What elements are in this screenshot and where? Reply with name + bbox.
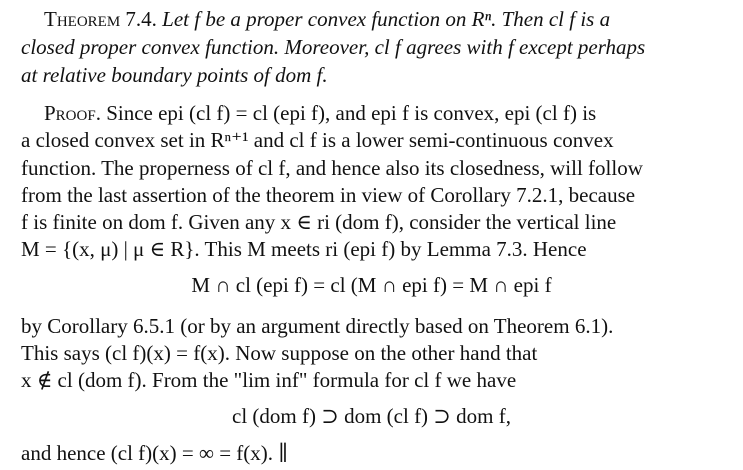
proof-line-8: This says (cl f)(x) = f(x). Now suppose on the other hand that	[21, 341, 538, 365]
display-equation-1: M ∩ cl (epi f) = cl (M ∩ epi f) = M ∩ epi f	[191, 273, 552, 297]
proof-line-6: M = {(x, μ) | μ ∈ R}. This M meets ri (epi f) by Lemma 7.3. Hence	[21, 237, 587, 261]
theorem-line-2: closed proper convex function. Moreover, cl f agrees with f except perhaps	[21, 35, 646, 59]
theorem-line-1	[44, 6, 610, 32]
proof-line-5: f is finite on dom f. Given any x ∈ ri (dom f), consider the vertical line	[21, 210, 617, 234]
proof-final-line: and hence (cl f)(x) = ∞ = f(x). ∥	[21, 441, 288, 465]
proof-text-1: Since epi (cl f) = cl (epi f), and epi f is convex, epi (cl f) is	[106, 101, 597, 125]
theorem-line-3: at relative boundary points of dom f.	[21, 63, 328, 87]
display-equation-2: cl (dom f) ⊃ dom (cl f) ⊃ dom f,	[232, 404, 511, 428]
proof-label: Proof.	[44, 101, 101, 125]
proof-line-9: x ∉ cl (dom f). From the "lim inf" formula for cl f we have	[21, 368, 517, 392]
proof-line-7: by Corollary 6.5.1 (or by an argument directly based on Theorem 6.1).	[21, 314, 614, 338]
theorem-label: Theorem 7.4.	[44, 7, 157, 31]
proof-line-3: function. The properness of cl f, and hence also its closedness, will follow	[21, 156, 643, 180]
proof-line-4: from the last assertion of the theorem in view of Corollary 7.2.1, because	[21, 183, 636, 207]
proof-line-2: a closed convex set in Rⁿ⁺¹ and cl f is a lower semi-continuous convex	[21, 128, 614, 152]
proof-line-1	[44, 100, 596, 126]
theorem-text-1: Let f be a proper convex function on Rⁿ. Then cl f is a	[162, 7, 611, 31]
